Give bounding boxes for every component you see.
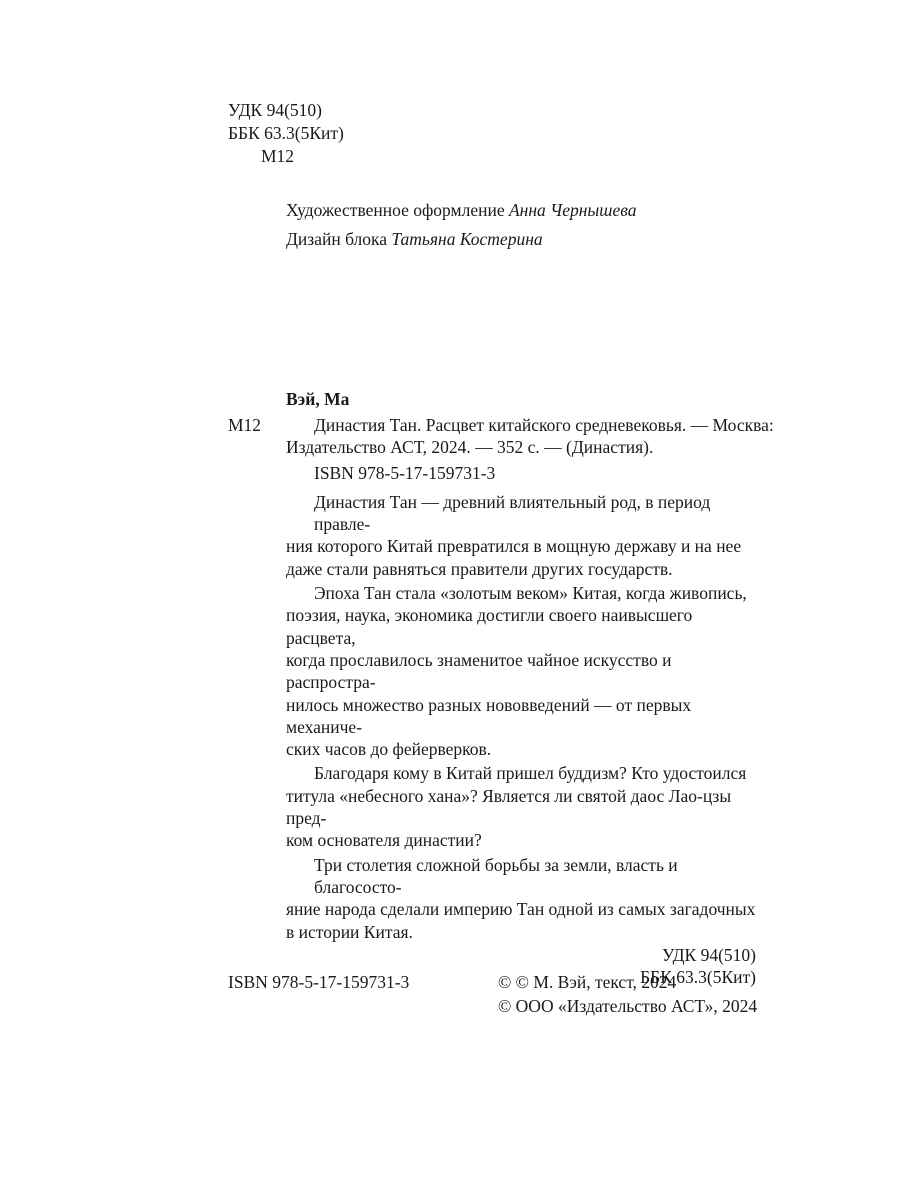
annotation-paragraph-3 [228,762,756,851]
annotation-paragraph-1 [228,491,756,580]
bib-author-mark: М12 [228,415,262,435]
udk-code: УДК 94(510) [228,100,323,120]
bib-isbn: ISBN 978-5-17-159731-3 [314,462,496,483]
annotation-line: яние народа сделали империю Тан одной из самых загадочных [286,899,756,920]
annotation-line: когда прославилось знаменитое чайное искусство и распростра- [286,649,672,693]
design-credit-name: Татьяна Костерина [391,229,543,249]
annotation-line: титула «небесного хана»? Является ли святой даос Лао-цзы пред- [286,785,732,829]
bib-udk-code: УДК 94(510) [661,944,756,965]
bib-author: Вэй, Ма [286,389,350,409]
copyright-text: © © М. Вэй, текст, 2024 [498,972,677,992]
bbk-code: ББК 63.3(5Кит) [228,123,344,143]
annotation-line: нилось множество разных нововведений — от первых механиче- [286,694,692,737]
annotation-line: даже стали равняться правители других государств. [286,558,673,579]
annotation-line: Три столетия сложной борьбы за земли, власть и благососто- [314,854,678,897]
annotation-paragraph-2 [228,582,756,760]
annotation-line: ния которого Китай превратился в мощную державу и на нее [286,536,742,557]
design-credit-label: Дизайн блока [286,229,388,249]
bib-bbk-code: ББК 63.3(5Кит) [640,967,756,988]
art-credit-name: Анна Чернышева [508,200,637,220]
art-credit [286,196,636,225]
classification-codes [228,99,344,168]
annotation-line: Эпоха Тан стала «золотым веком» Китая, когда живопись, [314,583,747,604]
art-credit-label: Художественное оформление [286,200,505,220]
annotation-line: Династия Тан — древний влиятельный род, в период правле- [314,491,711,535]
annotation-line: в истории Китая. [286,921,413,942]
annotation-line: ком основателя династии? [286,830,482,851]
annotation-line: поэзия, наука, экономика достигли своего наивысшего расцвета, [286,605,693,648]
author-mark: М12 [261,146,295,166]
copyright-publisher: © ООО «Издательство АСТ», 2024 [498,996,758,1016]
bib-line-1: Династия Тан. Расцвет китайского средневековья. — Москва: [314,415,774,435]
bibliographic-record [228,414,774,988]
bib-description [228,414,774,484]
bib-line-2: Издательство АСТ, 2024. — 352 с. — (Династия). [286,437,654,458]
footer-copyright [498,970,757,1018]
annotation-line: Благодаря кому в Китай пришел буддизм? Кто удостоился [314,763,747,784]
footer-isbn: ISBN 978-5-17-159731-3 [228,972,410,992]
annotation-line: ских часов до фейерверков. [286,739,492,760]
annotation-paragraph-4 [228,854,756,943]
credits [286,196,636,254]
design-credit [286,225,636,254]
